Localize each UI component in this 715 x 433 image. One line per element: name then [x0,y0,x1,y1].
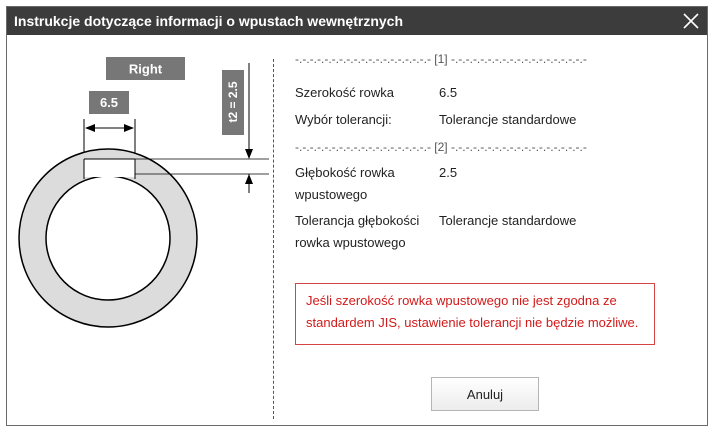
groove-width-value: 6.5 [439,85,458,100]
depth-tolerance-label-line1: Tolerancja głębokości [295,213,420,228]
dialog-title: Instrukcje dotyczące informacji o wpustach wewnętrznych [14,13,403,29]
dialog-window [6,6,708,426]
close-icon[interactable] [681,11,701,31]
tolerance-select-label: Wybór tolerancji: [295,112,392,127]
cancel-button[interactable]: Anuluj [431,377,539,411]
section-separator-1: -.-.-.-.-.-.-.-.-.-.-.-.-.-.-.-.-.-.- [1] -.-.-.-.-.-.-.-.-.-.-.-.-.-.-.-.-.-.- [295,52,587,66]
groove-depth-value: 2.5 [439,165,458,180]
title-bar [7,7,707,35]
warning-line-2: standardem JIS, ustawienie tolerancji nie będzie możliwe. [306,315,639,330]
groove-depth-label [295,162,430,206]
groove-width-label: Szerokość rowka [295,85,394,100]
vertical-divider [273,59,274,419]
keyway-diagram [7,35,272,335]
jis-warning-message [295,283,655,345]
warning-line-1: Jeśli szerokość rowka wpustowego nie jest zgodna ze [306,293,617,308]
depth-tolerance-value: Tolerancje standardowe [439,213,577,228]
width-label: 6.5 [99,95,119,110]
groove-depth-label-line1: Głębokość rowka [295,165,395,180]
keyway-groove [84,159,135,177]
depth-tolerance-label [295,210,430,254]
depth-tolerance-label-line2: rowka wpustowego [295,235,406,250]
ring-inner [46,176,170,300]
section-separator-2: -.-.-.-.-.-.-.-.-.-.-.-.-.-.-.-.-.-.- [2] -.-.-.-.-.-.-.-.-.-.-.-.-.-.-.-.-.-.- [295,140,587,154]
depth-label: t2 = 2.5 [226,81,240,123]
groove-depth-label-line2: wpustowego [295,187,368,202]
tolerance-select-value: Tolerancje standardowe [439,112,577,127]
direction-label: Right [128,61,163,77]
